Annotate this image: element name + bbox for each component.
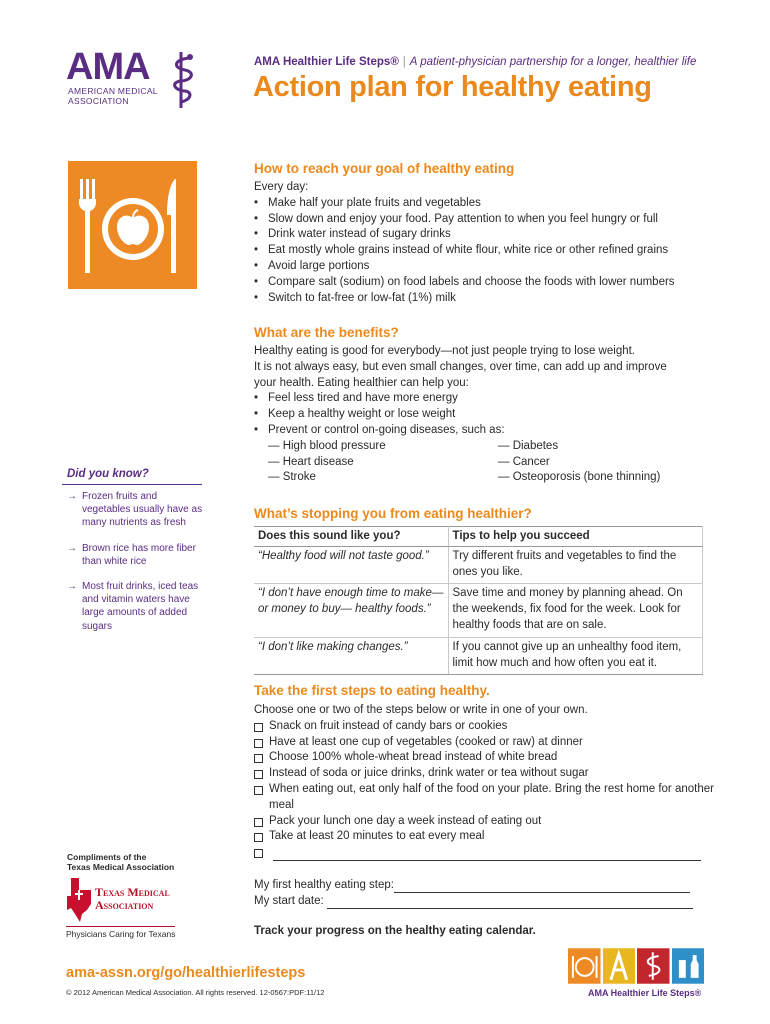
step-label: Pack your lunch one day a week instead of eating out bbox=[269, 814, 542, 827]
list-item: • Compare salt (sodium) on food labels and choose the foods with lower numbers bbox=[254, 275, 714, 291]
steps-intro: Choose one or two of the steps below or write in one of your own. bbox=[254, 704, 588, 716]
step-label: Instead of soda or juice drinks, drink water or tea without sugar bbox=[269, 767, 589, 780]
table-header-row bbox=[254, 527, 703, 547]
arrow-right-icon: → bbox=[67, 491, 77, 502]
arrow-right-icon: → bbox=[67, 581, 77, 593]
checkbox[interactable] bbox=[254, 833, 263, 842]
start-date-field[interactable] bbox=[327, 897, 693, 909]
footer-url[interactable]: ama-assn.org/go/healthierlifesteps bbox=[66, 965, 306, 981]
step-label: Snack on fruit instead of candy bars or cookies bbox=[269, 719, 508, 732]
step-checkbox-item[interactable] bbox=[254, 719, 714, 735]
custom-step-item[interactable] bbox=[254, 845, 714, 861]
disease-item: — Heart disease bbox=[268, 455, 354, 468]
fact-item bbox=[67, 490, 207, 530]
step-checkbox-item[interactable] bbox=[254, 814, 714, 830]
tips-table bbox=[254, 526, 703, 675]
goal-intro: Every day: bbox=[254, 181, 309, 193]
fact-text: Brown rice has more fiber than white rice bbox=[82, 542, 196, 567]
texas-map-icon bbox=[67, 876, 93, 922]
fact-text: Most fruit drinks, iced teas and vitamin waters have large amounts of added sugars bbox=[82, 581, 199, 632]
tip-cell: Save time and money by planning ahead. On the weekends, fix food for the week. Look for healthy foods that are on sale. bbox=[448, 584, 703, 637]
tip-cell: Try different fruits and vegetables to find the ones you like. bbox=[448, 546, 703, 584]
concern-cell: “I don’t have enough time to make—or money to buy— healthy foods.” bbox=[254, 584, 448, 637]
staff-of-asclepius-icon bbox=[169, 50, 197, 110]
table-row bbox=[254, 637, 703, 675]
benefits-section bbox=[254, 344, 714, 486]
benefits-heading: What are the benefits? bbox=[254, 325, 399, 340]
list-item: • Make half your plate fruits and vegetables bbox=[254, 196, 714, 212]
fact-item bbox=[67, 580, 207, 633]
start-date-label: My start date: bbox=[254, 895, 324, 907]
steps-heading: Take the first steps to eating healthy. bbox=[254, 683, 490, 698]
ama-logo-line1: AMERICAN MEDICAL bbox=[68, 86, 158, 96]
checkbox[interactable] bbox=[254, 770, 263, 779]
stopping-heading: What’s stopping you from eating healthier? bbox=[254, 506, 532, 521]
concern-cell: “I don’t like making changes.” bbox=[254, 637, 448, 675]
table-row bbox=[254, 584, 703, 637]
benefits-text-line: your health. Eating healthier can help you: bbox=[254, 376, 469, 389]
letter-a-tile-icon bbox=[603, 948, 636, 984]
header-tagline bbox=[254, 56, 696, 68]
checkbox[interactable] bbox=[254, 754, 263, 763]
compliments-line2: Texas Medical Association bbox=[67, 862, 175, 872]
step-label: Take at least 20 minutes to eat every meal bbox=[269, 830, 485, 843]
tma-name bbox=[95, 886, 170, 912]
first-step-row bbox=[254, 877, 693, 893]
ama-logo-line2: ASSOCIATION bbox=[68, 96, 129, 106]
list-item: • Prevent or control on-going diseases, such as: bbox=[254, 423, 714, 439]
list-item: • Feel less tired and have more energy bbox=[254, 391, 714, 407]
list-item: • Eat mostly whole grains instead of white flour, white rice or other refined grains bbox=[254, 243, 714, 259]
benefits-text-line: It is not always easy, but even small changes, over time, can add up and improve bbox=[254, 360, 667, 373]
step-label: When eating out, eat only half of the food on your plate. Bring the rest home for another meal bbox=[269, 782, 714, 811]
divider bbox=[62, 484, 202, 485]
step-checkbox-item[interactable] bbox=[254, 829, 714, 845]
steps-section bbox=[254, 703, 714, 861]
column-header: Does this sound like you? bbox=[254, 527, 448, 547]
step-checkbox-item[interactable] bbox=[254, 735, 714, 751]
checkbox[interactable] bbox=[254, 818, 263, 827]
healthier-life-steps-logo bbox=[568, 948, 704, 984]
step-label: Choose 100% whole-wheat bread instead of white bread bbox=[269, 751, 558, 764]
diseases-list bbox=[254, 439, 714, 486]
program-name: AMA Healthier Life Steps® bbox=[254, 56, 399, 68]
step-label: Have at least one cup of vegetables (cooked or raw) at dinner bbox=[269, 735, 583, 748]
benefits-text-line: Healthy eating is good for everybody—not just people trying to lose weight. bbox=[254, 345, 635, 357]
disease-item: — Osteoporosis (bone thinning) bbox=[498, 471, 661, 484]
tip-cell: If you cannot give up an unhealthy food item, limit how much and how often you eat it. bbox=[448, 637, 703, 675]
custom-step-field[interactable] bbox=[273, 849, 701, 861]
concern-cell: “Healthy food will not taste good.” bbox=[254, 546, 448, 584]
plate-fork-knife-icon bbox=[68, 161, 197, 289]
fact-item bbox=[67, 542, 207, 568]
tma-name-line1: Texas Medical bbox=[95, 885, 170, 899]
did-you-know-title: Did you know? bbox=[67, 468, 149, 480]
column-header: Tips to help you succeed bbox=[448, 527, 703, 547]
start-date-row bbox=[254, 893, 693, 909]
checkbox[interactable] bbox=[254, 786, 263, 795]
disease-item: — Diabetes bbox=[498, 439, 559, 452]
did-you-know-facts bbox=[67, 490, 207, 645]
arrow-right-icon: → bbox=[67, 542, 77, 554]
tma-name-line2: Association bbox=[95, 898, 154, 912]
list-item: • Drink water instead of sugary drinks bbox=[254, 227, 714, 243]
list-item: • Avoid large portions bbox=[254, 259, 714, 275]
ama-logo-letters: AMA bbox=[66, 46, 150, 88]
checkbox[interactable] bbox=[254, 723, 263, 732]
staff-tile-icon bbox=[637, 948, 670, 984]
drinks-tile-icon bbox=[672, 948, 705, 984]
goal-heading: How to reach your goal of healthy eating bbox=[254, 161, 515, 176]
benefits-list bbox=[254, 391, 714, 438]
compliments-line1: Compliments of the bbox=[67, 852, 147, 862]
ama-logo bbox=[66, 48, 216, 110]
header-separator: | bbox=[402, 56, 406, 68]
goal-list bbox=[254, 196, 714, 307]
tagline-text: A patient-physician partnership for a longer, healthier life bbox=[409, 56, 697, 68]
step-checkbox-item[interactable] bbox=[254, 750, 714, 766]
step-checkbox-item[interactable] bbox=[254, 782, 714, 814]
step-checkbox-item[interactable] bbox=[254, 766, 714, 782]
track-progress-text: Track your progress on the healthy eating calendar. bbox=[254, 925, 536, 937]
disease-item: — Stroke bbox=[268, 471, 316, 484]
list-item: • Switch to fat-free or low-fat (1%) milk bbox=[254, 291, 714, 307]
ama-logo-subtitle bbox=[68, 86, 158, 106]
page-title: Action plan for healthy eating bbox=[253, 71, 652, 103]
disease-item: — High blood pressure bbox=[268, 439, 386, 452]
plate-tile-icon bbox=[568, 948, 601, 984]
goal-section bbox=[254, 180, 714, 306]
footer-brand: AMA Healthier Life Steps® bbox=[588, 988, 702, 998]
list-item: • Slow down and enjoy your food. Pay attention to when you feel hungry or full bbox=[254, 212, 714, 228]
fact-text: Frozen fruits and vegetables usually have as many nutrients as fresh bbox=[82, 491, 203, 529]
list-item: • Keep a healthy weight or lose weight bbox=[254, 407, 714, 423]
copyright: © 2012 American Medical Association. All rights reserved. 12-0567:PDF:11/12 bbox=[66, 988, 325, 997]
checkbox[interactable] bbox=[254, 849, 263, 858]
first-step-field[interactable] bbox=[394, 881, 690, 893]
disease-item: — Cancer bbox=[498, 455, 550, 468]
compliments-text bbox=[67, 852, 174, 872]
table-row bbox=[254, 546, 703, 584]
first-step-label: My first healthy eating step: bbox=[254, 879, 394, 891]
first-step-form bbox=[254, 877, 693, 909]
tma-tagline: Physicians Caring for Texans bbox=[66, 926, 175, 939]
checkbox[interactable] bbox=[254, 739, 263, 748]
